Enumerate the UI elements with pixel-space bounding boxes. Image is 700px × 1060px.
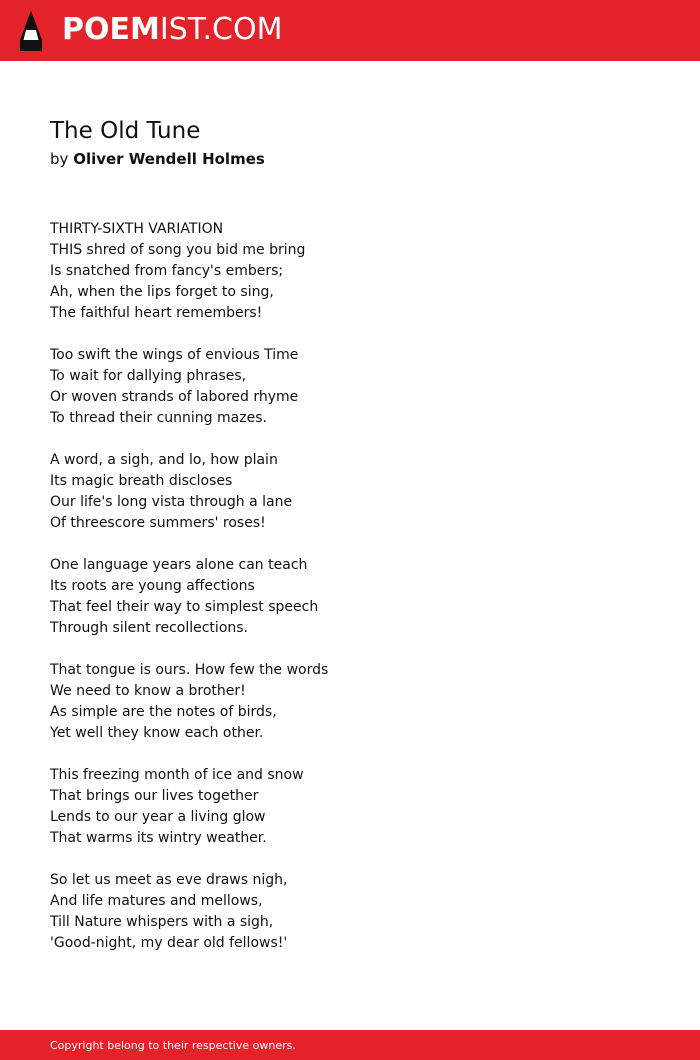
logo-text-light: IST.COM: [159, 12, 283, 47]
poem-line: This freezing month of ice and snow: [50, 767, 304, 783]
poem-line: One language years alone can teach: [50, 557, 308, 573]
poem-line: To thread their cunning mazes.: [50, 410, 267, 426]
poem-line: 'Good-night, my dear old fellows!': [50, 935, 288, 951]
stanza: [50, 660, 650, 744]
site-header: [0, 0, 700, 61]
poem-line: That brings our lives together: [50, 788, 259, 804]
poem-line: Too swift the wings of envious Time: [50, 347, 299, 363]
stanza: [50, 870, 650, 954]
poem-line: To wait for dallying phrases,: [50, 368, 247, 384]
poem-line: Through silent recollections.: [50, 620, 248, 636]
poem-body: [50, 219, 650, 975]
site-logo-link[interactable]: [62, 12, 282, 48]
poem-line: So let us meet as eve draws nigh,: [50, 872, 288, 888]
poem-line: Our life's long vista through a lane: [50, 494, 293, 510]
stanza: [50, 345, 650, 429]
logo-text-strong: POEM: [62, 12, 160, 47]
poem-line: That feel their way to simplest speech: [50, 599, 319, 615]
poem-author: Oliver Wendell Holmes: [73, 150, 265, 168]
poem-line: Till Nature whispers with a sigh,: [50, 914, 274, 930]
poem-line: We need to know a brother!: [50, 683, 246, 699]
poem-line: Yet well they know each other.: [50, 725, 264, 741]
poem-line: The faithful heart remembers!: [50, 305, 263, 321]
stanza: [50, 450, 650, 534]
poem-line: Its magic breath discloses: [50, 473, 233, 489]
poem-line: THIS shred of song you bid me bring: [50, 242, 306, 258]
poem-line: And life matures and mellows,: [50, 893, 263, 909]
site-footer: [0, 1030, 700, 1060]
stanza: [50, 555, 650, 639]
poem-line: Lends to our year a living glow: [50, 809, 266, 825]
poem-line: That warms its wintry weather.: [50, 830, 267, 846]
stanza: [50, 219, 650, 324]
by-label: by: [50, 150, 69, 168]
poem-line: Is snatched from fancy's embers;: [50, 263, 284, 279]
poem-line: Its roots are young affections: [50, 578, 255, 594]
pencil-tip-icon: [18, 10, 44, 52]
copyright-notice: Copyright belong to their respective owners.: [50, 1039, 296, 1052]
poem-line: Ah, when the lips forget to sing,: [50, 284, 274, 300]
stanza: [50, 765, 650, 849]
poem-line: Of threescore summers' roses!: [50, 515, 266, 531]
poem-line: That tongue is ours. How few the words: [50, 662, 329, 678]
poem-title: The Old Tune: [50, 118, 201, 144]
poem-byline: [50, 148, 265, 170]
poem-line: A word, a sigh, and lo, how plain: [50, 452, 278, 468]
poem-line: THIRTY-SIXTH VARIATION: [50, 221, 224, 237]
poem-line: Or woven strands of labored rhyme: [50, 389, 299, 405]
poem-line: As simple are the notes of birds,: [50, 704, 277, 720]
